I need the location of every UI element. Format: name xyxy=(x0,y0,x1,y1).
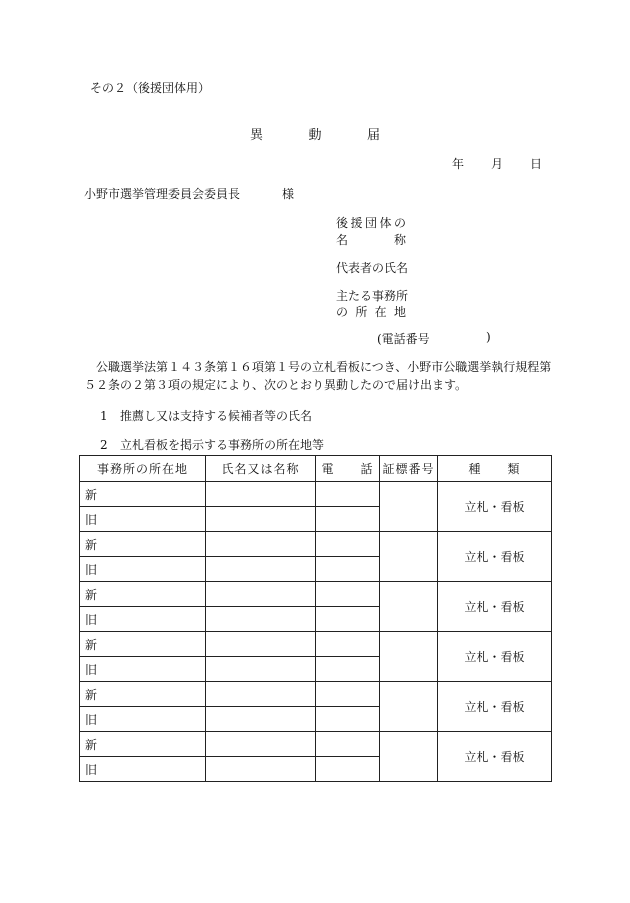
phone-cell[interactable] xyxy=(316,557,380,582)
header-badge-number: 証標番号 xyxy=(380,456,438,482)
label-char: 在 xyxy=(374,305,387,319)
body-line: 公職選挙法第１４３条第１６項第１号の立札看板につき、小野市公職選挙執行規程第 xyxy=(96,360,552,374)
old-label-cell: 旧 xyxy=(80,607,206,632)
name-cell[interactable] xyxy=(206,507,316,532)
new-label-cell: 新 xyxy=(80,582,206,607)
table-row-new xyxy=(80,732,552,757)
badge-number-cell[interactable] xyxy=(380,482,438,532)
old-label-cell: 旧 xyxy=(80,657,206,682)
type-cell: 立札・看板 xyxy=(438,732,552,782)
item-number: 2 xyxy=(100,438,108,452)
type-cell: 立札・看板 xyxy=(438,582,552,632)
header-name: 氏名又は名称 xyxy=(206,456,316,482)
header-office-location: 事務所の所在地 xyxy=(80,456,206,482)
header-type: 種 類 xyxy=(438,456,552,482)
name-cell[interactable] xyxy=(206,532,316,557)
phone-cell[interactable] xyxy=(316,507,380,532)
old-label-cell: 旧 xyxy=(80,707,206,732)
phone-cell[interactable] xyxy=(316,732,380,757)
item-1 xyxy=(100,407,312,424)
day-label: 日 xyxy=(529,157,542,171)
form-identifier: その２（後援団体用） xyxy=(90,81,211,95)
label-char: 称 xyxy=(393,233,406,247)
badge-number-cell[interactable] xyxy=(380,582,438,632)
badge-number-cell[interactable] xyxy=(380,682,438,732)
badge-number-cell[interactable] xyxy=(380,532,438,582)
name-cell[interactable] xyxy=(206,732,316,757)
office-label-line2 xyxy=(336,303,406,320)
name-cell[interactable] xyxy=(206,482,316,507)
title-char: 動 xyxy=(308,128,322,143)
phone-cell[interactable] xyxy=(316,657,380,682)
name-cell[interactable] xyxy=(206,707,316,732)
label-char: の xyxy=(336,305,349,319)
phone-cell[interactable] xyxy=(316,682,380,707)
phone-cell[interactable] xyxy=(316,607,380,632)
table-row-new xyxy=(80,682,552,707)
addressee: 小野市選挙管理委員会委員長 xyxy=(84,187,241,201)
old-label-cell: 旧 xyxy=(80,557,206,582)
badge-number-cell[interactable] xyxy=(380,632,438,682)
label-char: 体 xyxy=(379,216,392,230)
item-2 xyxy=(100,436,324,453)
new-label-cell: 新 xyxy=(80,482,206,507)
group-name-label-line2 xyxy=(336,231,406,248)
table-row-new xyxy=(80,532,552,557)
phone-cell[interactable] xyxy=(316,582,380,607)
table-row-new xyxy=(80,482,552,507)
header-phone: 電 話 xyxy=(316,456,380,482)
table-row-new xyxy=(80,632,552,657)
name-cell[interactable] xyxy=(206,632,316,657)
name-cell[interactable] xyxy=(206,582,316,607)
old-label-cell: 旧 xyxy=(80,507,206,532)
date-line xyxy=(452,155,542,172)
name-cell[interactable] xyxy=(206,557,316,582)
label-char: 名 xyxy=(336,233,349,247)
phone-cell[interactable] xyxy=(316,707,380,732)
label-char: の xyxy=(393,216,406,230)
new-label-cell: 新 xyxy=(80,632,206,657)
item-text: 推薦し又は支持する候補者等の氏名 xyxy=(120,409,313,423)
name-cell[interactable] xyxy=(206,607,316,632)
type-cell: 立札・看板 xyxy=(438,482,552,532)
table-row-new xyxy=(80,582,552,607)
new-label-cell: 新 xyxy=(80,682,206,707)
type-cell: 立札・看板 xyxy=(438,532,552,582)
old-label-cell: 旧 xyxy=(80,757,206,782)
label-char: 所 xyxy=(355,305,368,319)
item-number: 1 xyxy=(100,409,108,423)
title-char: 異 xyxy=(250,128,264,143)
phone-cell[interactable] xyxy=(316,482,380,507)
label-char: 団 xyxy=(364,216,377,230)
name-cell[interactable] xyxy=(206,682,316,707)
table-header-row xyxy=(80,456,552,482)
phone-cell[interactable] xyxy=(316,632,380,657)
document-title xyxy=(250,124,380,143)
body-paragraph xyxy=(84,358,554,394)
honorific: 様 xyxy=(282,187,295,201)
body-line: ５２条の２第３項の規定により、次のとおり異動したので届け出ます。 xyxy=(84,378,468,392)
label-char: 地 xyxy=(393,305,406,319)
phone-label: (電話番号 xyxy=(377,332,430,346)
office-label-line1: 主たる事務所 xyxy=(336,289,409,303)
phone-cell[interactable] xyxy=(316,757,380,782)
title-char: 届 xyxy=(366,128,380,143)
badge-number-cell[interactable] xyxy=(380,732,438,782)
office-change-table xyxy=(79,455,552,782)
label-char: 援 xyxy=(350,216,363,230)
year-label: 年 xyxy=(452,157,465,171)
item-text: 立札看板を掲示する事務所の所在地等 xyxy=(120,438,325,452)
group-name-label-line1 xyxy=(336,214,406,231)
table-body xyxy=(80,482,552,782)
new-label-cell: 新 xyxy=(80,732,206,757)
phone-close-paren: ) xyxy=(486,330,491,344)
new-label-cell: 新 xyxy=(80,532,206,557)
type-cell: 立札・看板 xyxy=(438,682,552,732)
month-label: 月 xyxy=(490,157,503,171)
phone-cell[interactable] xyxy=(316,532,380,557)
representative-label: 代表者の氏名 xyxy=(336,261,409,275)
name-cell[interactable] xyxy=(206,757,316,782)
name-cell[interactable] xyxy=(206,657,316,682)
label-char: 後 xyxy=(336,216,349,230)
type-cell: 立札・看板 xyxy=(438,632,552,682)
